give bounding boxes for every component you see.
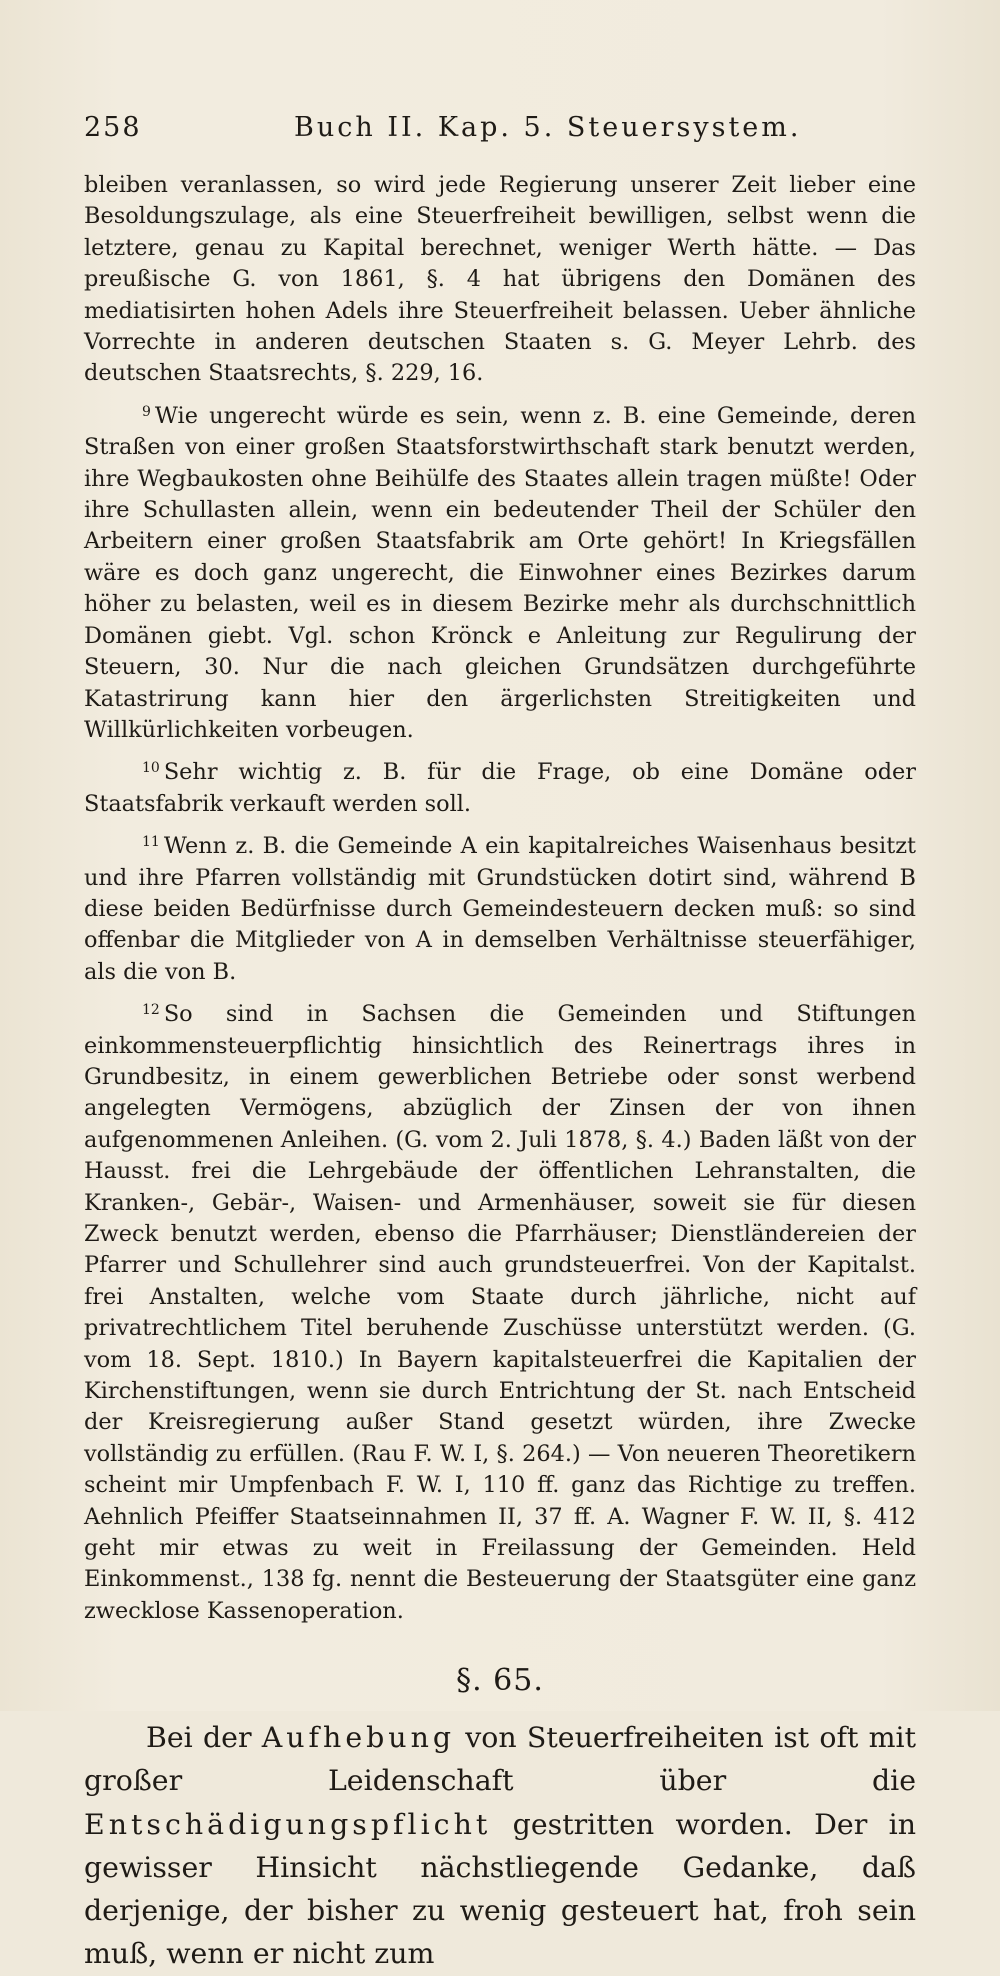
paragraph-text-start: Bei der bbox=[146, 1721, 262, 1755]
footnote-12 bbox=[84, 995, 916, 1627]
running-title: Buch II. Kap. 5. Steuersystem. bbox=[294, 112, 802, 143]
paragraph-text-middle: von Steuerfreiheiten ist oft mit großer Leidenschaft über die bbox=[84, 1721, 916, 1798]
footnote-marker: 11 bbox=[142, 834, 160, 851]
footnote-text: Wie ungerecht würde es sein, wenn z. B. eine Gemeinde, deren Straßen von einer großen Staatsforstwirthschaft stark benutzt werden, ihre Wegbaukosten ohne Beihülfe des Staates allein tragen müßte! Oder ihre Schullasten allein, wenn ein bedeutender Theil der Schüler den Arbeitern einer großen Staatsfabrik am Orte gehört! In Kriegsfällen wäre es doch ganz ungerecht, die Einwohner eines Bezirkes darum höher zu belasten, weil es in diesem Bezirke mehr als durchschnittlich Domänen giebt. Vgl. schon Krönck e Anleitung zur Regulirung der Steuern, 30. Nur die nach gleichen Grundsätzen durchgeführte Katastrirung kann hier den ärgerlichsten Streitigkeiten und Willkürlichkeiten vorbeugen. bbox=[84, 402, 916, 743]
running-head bbox=[84, 112, 916, 156]
footnote-9 bbox=[84, 397, 916, 746]
emphasized-term-aufhebung: Aufhebung bbox=[261, 1721, 456, 1755]
footnote-marker: 10 bbox=[142, 760, 160, 777]
page-number: 258 bbox=[84, 112, 142, 143]
section-paragraph bbox=[84, 1716, 916, 1975]
section-heading: §. 65. bbox=[456, 1663, 544, 1699]
footnote-10 bbox=[84, 753, 916, 820]
footnote-11 bbox=[84, 827, 916, 988]
footnote-text: Wenn z. B. die Gemeinde A ein kapitalreiches Waisenhaus besitzt und ihre Pfarren vollständig mit Grundstücken dotirt sind, während B diese beiden Bedürfnisse durch Gemeindesteuern decken muß: so sind offenbar die Mitglieder von A in demselben Verhältnisse steuerfähiger, als die von B. bbox=[84, 833, 916, 985]
footnote-marker: 12 bbox=[142, 1002, 160, 1019]
footnote-text: bleiben veranlassen, so wird jede Regierung unserer Zeit lieber eine Besoldungszulage, als eine Steuerfreiheit bewilligen, selbst wenn die letztere, genau zu Kapital berechnet, weniger Werth hätte. — Das preußische G. von 1861, §. 4 hat übrigens den Domänen des mediatisirten hohen Adels ihre Steuerfreiheit belassen. Ueber ähnliche Vorrechte in anderen deutschen Staaten s. G. Meyer Lehrb. des deutschen Staatsrechts, §. 229, 16. bbox=[84, 172, 916, 387]
emphasized-term-entschaedigungspflicht: Entschädigungspflicht bbox=[84, 1807, 492, 1841]
footnote-continuation bbox=[84, 170, 916, 390]
paragraph-text-end: gestritten worden. Der in gewisser Hinsicht nächstliegende Gedanke, daß derjenige, der bisher zu wenig gesteuert hat, froh sein muß, wenn er nicht zum bbox=[84, 1807, 916, 1971]
footnote-text: Sehr wichtig z. B. für die Frage, ob eine Domäne oder Staatsfabrik verkauft werden soll. bbox=[84, 759, 916, 817]
footnotes bbox=[84, 170, 916, 1627]
footnote-marker: 9 bbox=[142, 403, 151, 420]
footnote-text: So sind in Sachsen die Gemeinden und Stiftungen einkommensteuerpflichtig hinsichtlich des Reinertrags ihres in Grundbesitz, in einem gewerblichen Betriebe oder sonst werbend angelegten Vermögens, abzüglich der Zinsen der von ihnen aufgenommenen Anleihen. (G. vom 2. Juli 1878, §. 4.) Baden läßt von der Hausst. frei die Lehrgebäude der öffentlichen Lehranstalten, die Kranken-, Gebär-, Waisen- und Armenhäuser, soweit sie für diesen Zweck benutzt werden, ebenso die Pfarrhäuser; Dienstländereien der Pfarrer und Schullehrer sind auch grundsteuerfrei. Von der Kapitalst. frei Anstalten, welche vom Staate durch jährliche, nicht auf privatrechtlichem Titel beruhende Zuschüsse unterstützt werden. (G. vom 18. Sept. 1810.) In Bayern kapitalsteuerfrei die Kapitalien der Kirchenstiftungen, wenn sie durch Entrichtung der St. nach Entscheid der Kreisregierung außer Stand gesetzt würden, ihre Zwecke vollständig zu erfüllen. (Rau F. W. I, §. 264.) — Von neueren Theoretikern scheint mir Umpfenbach F. W. I, 110 ff. ganz das Richtige zu treffen. Aehnlich Pfeiffer Staatseinnahmen II, 37 ff. A. Wagner F. W. II, §. 412 geht mir etwas zu weit in Freilassung der Gemeinden. Held Einkommenst., 138 fg. nennt die Besteuerung der Staatsgüter eine ganz zwecklose Kassenoperation. bbox=[84, 1001, 916, 1624]
